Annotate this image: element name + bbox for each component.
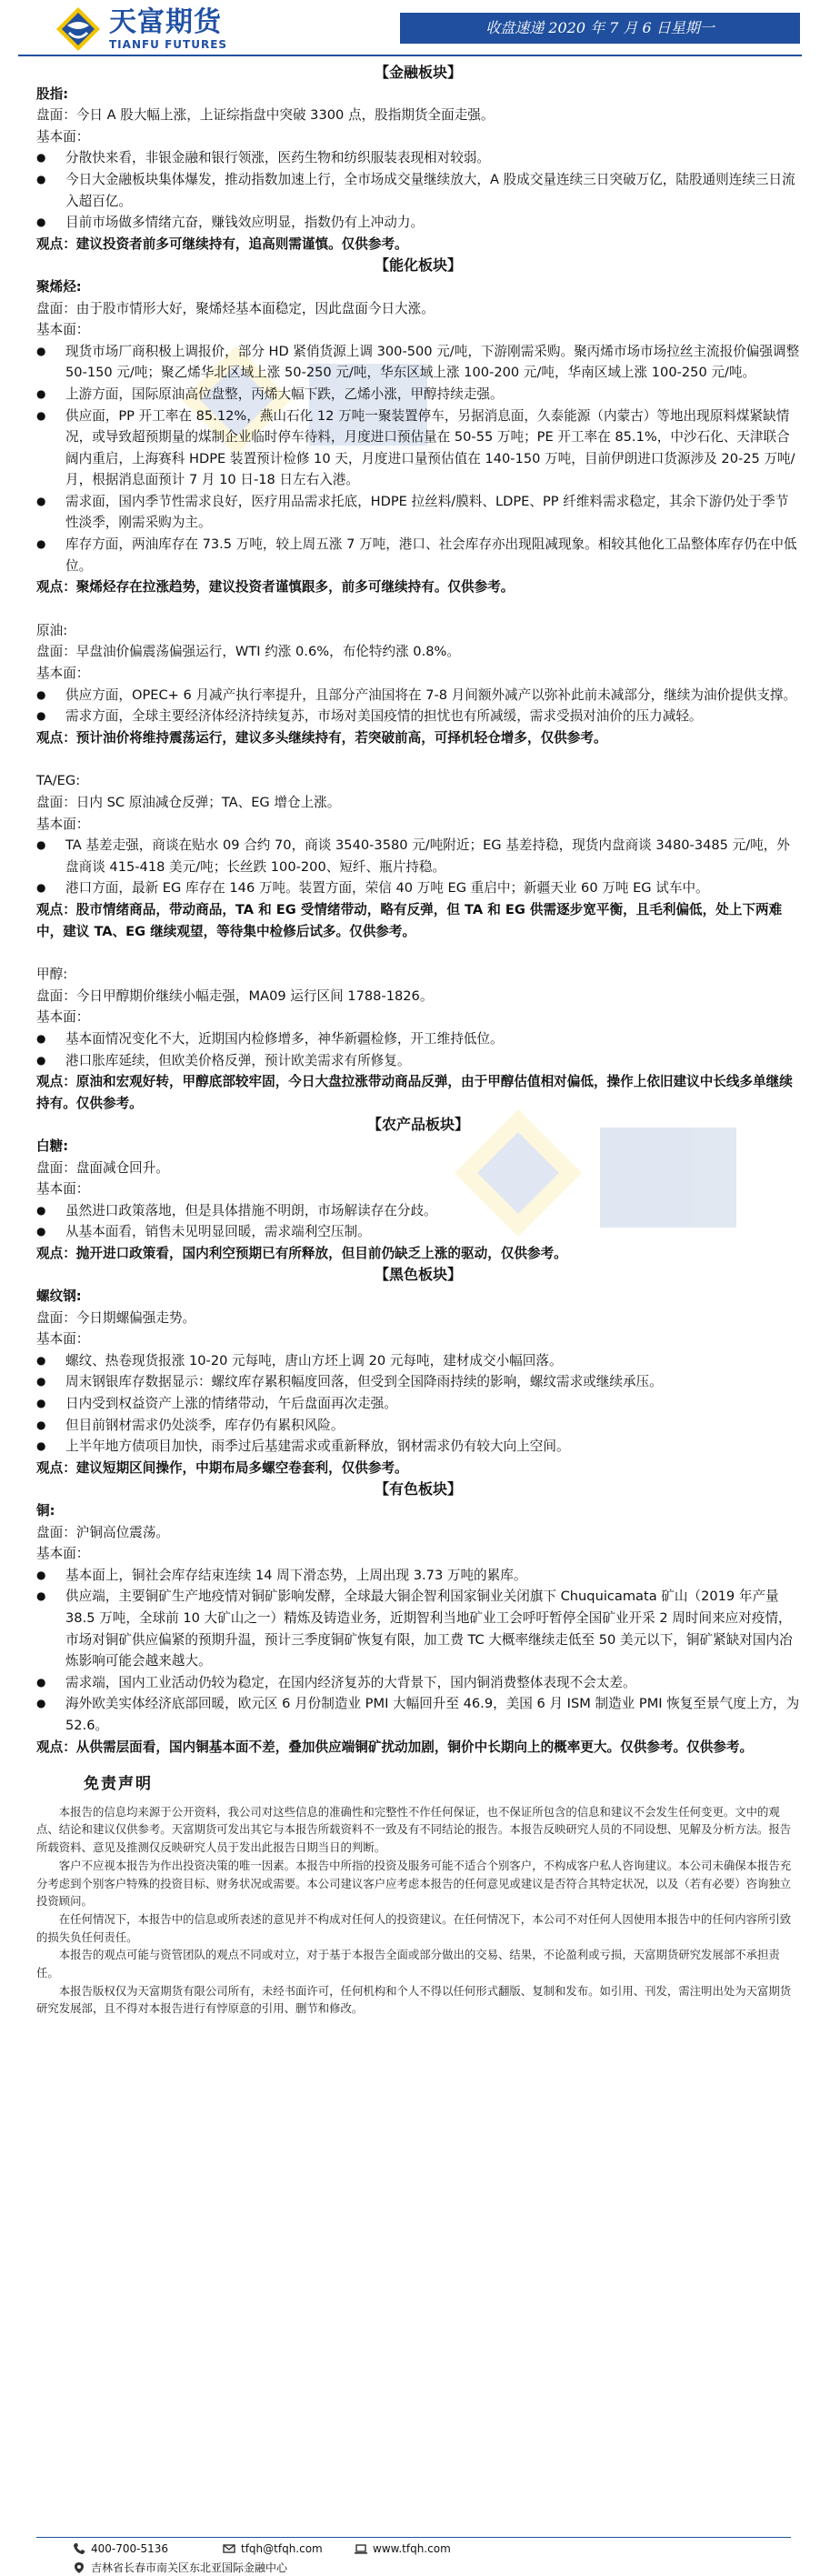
laptop-icon xyxy=(355,2542,367,2555)
market-summary: 盘面：今日期螺偏强走势。 xyxy=(36,1309,196,1326)
basics-label: 基本面： xyxy=(36,666,90,682)
block-title: 原油: xyxy=(36,622,68,638)
view-statement: 观点：抛开进口政策看，国内利空预期已有所释放，但目前仍缺乏上涨的驱动，仅供参考。 xyxy=(36,1245,567,1261)
basics-label: 基本面： xyxy=(36,1546,90,1562)
disclaimer-paragraph: 客户不应视本报告为作出投资决策的唯一因素。本报告中所指的投资及服务可能不适合个别客户，不构成客户私人咨询建议。本公司未确保本报告充分考虑到个别客户特殊的投资目标、财务状况或需要。本公司建议客户应考虑本报告的任何意见或建议是否符合其特定状况，以及（若有必要）咨询独立投资顾问。 xyxy=(36,1858,792,1909)
market-summary: 盘面：早盘油价偏震荡偏强运行，WTI 约涨 0.6%，布伦特约涨 0.8%。 xyxy=(36,644,460,660)
bullet-item: ● 港口胀库延续，但欧美价格反弹，预计欧美需求有所修复。 xyxy=(36,1050,800,1072)
page-header xyxy=(0,0,820,55)
header-divider xyxy=(18,55,802,56)
section-title-energy-chem: 【能化板块】 xyxy=(374,256,462,275)
view-statement: 观点：股市情绪商品，带动商品，TA 和 EG 受情绪带动，略有反弹，但 TA 和 EG 供需逐步宽平衡，且毛利偏低，处上下两难中，建议 TA、EG 继续观望，等待集中检修后试多。仅供参考。 xyxy=(36,901,783,939)
section-title-nonferrous: 【有色板块】 xyxy=(374,1480,462,1498)
bullet-item: ● 上半年地方债项目加快，雨季过后基建需求或重新释放，钢材需求仍有较大向上空间。 xyxy=(36,1436,800,1458)
bullet-item: ● 日内受到权益资产上涨的情绪带动，午后盘面再次走强。 xyxy=(36,1393,800,1415)
view-statement: 观点：建议投资者前多可继续持有，追高则需谨慎。仅供参考。 xyxy=(36,236,408,252)
block-title: 铜: xyxy=(36,1503,55,1519)
section-title-ferrous: 【黑色板块】 xyxy=(374,1266,462,1284)
basics-label: 基本面： xyxy=(36,128,90,145)
bullet-item: ● 库存方面，两油库存在 73.5 万吨，较上周五涨 7 万吨，港口、社会库存亦出现阻减现象。相较其他化工品整体库存仍在中低位。 xyxy=(36,534,800,576)
bullet-item: ● 现货市场厂商积极上调报价，部分 HD 紧俏货源上调 300-500 元/吨，下游刚需采购。聚丙烯市场市场拉丝主流报价偏强调整 50-150 元/吨；聚乙烯华北区域上涨 50-250 元/吨，华东区域上涨 100-200 元/吨，华南区域上涨 100-250 元/吨。 xyxy=(36,341,800,384)
block-title: 甲醇: xyxy=(36,967,68,983)
basics-label: 基本面： xyxy=(36,322,90,338)
basics-label: 基本面： xyxy=(36,816,90,832)
report-title: 收盘速递 2020 年 7 月 6 日星期一 xyxy=(400,13,800,44)
footer-divider xyxy=(36,2537,791,2538)
disclaimer-paragraph: 本报告版权仅为天富期货有限公司所有，未经书面许可，任何机构和个人不得以任何形式翻版、复制和发布。如引用、刊发，需注明出处为天富期货研究发展部，且不得对本报告进行有悖原意的引用、删节和修改。 xyxy=(36,1983,792,2016)
bullet-item: ● 需求面，国内季节性需求良好，医疗用品需求托底，HDPE 拉丝料/膜料、LDPE、PP 纤维料需求稳定，其余下游仍处于季节性淡季，刚需采购为主。 xyxy=(36,491,800,534)
email-address[interactable]: tfqh@tfqh.com xyxy=(241,2542,323,2555)
market-summary: 盘面：盘面减仓回升。 xyxy=(36,1159,169,1176)
market-summary: 盘面：沪铜高位震荡。 xyxy=(36,1524,169,1540)
basics-label: 基本面： xyxy=(36,1009,90,1026)
logo-english-name: TIANFU FUTURES xyxy=(109,38,228,51)
report-body xyxy=(36,62,800,2018)
bullet-item: ● 周末钢银库存数据显示：螺纹库存累积幅度回落，但受到全国降雨持续的影响，螺纹需求或继续承压。 xyxy=(36,1371,800,1393)
bullet-item: ● 螺纹、热卷现货报涨 10-20 元每吨，唐山方坯上调 20 元每吨，建材成交小幅回落。 xyxy=(36,1350,800,1372)
bullet-item: ● 港口方面，最新 EG 库存在 146 万吨。装置方面，荣信 40 万吨 EG 重启中；新疆天业 60 万吨 EG 试车中。 xyxy=(36,877,800,899)
email-icon xyxy=(223,2542,235,2555)
company-logo xyxy=(55,5,227,53)
bullet-item: ● TA 基差走强，商谈在贴水 09 合约 70，商谈 3540-3580 元/吨附近；EG 基差持稳，现货内盘商谈 3480-3485 元/吨，外盘商谈 415-418 美元/吨；长丝跌 100-200、短纤、瓶片持稳。 xyxy=(36,835,800,877)
footer-address xyxy=(73,2560,287,2575)
location-pin-icon xyxy=(73,2561,85,2574)
block-title: 聚烯烃: xyxy=(36,278,82,295)
market-summary: 盘面：今日甲醇期价继续小幅走强，MA09 运行区间 1788-1826。 xyxy=(36,987,434,1004)
market-summary: 盘面：日内 SC 原油减仓反弹；TA、EG 增仓上涨。 xyxy=(36,795,341,810)
phone-icon xyxy=(73,2542,85,2555)
block-title: 白糖: xyxy=(36,1138,69,1154)
page-footer xyxy=(0,2537,820,2576)
logo-chinese-name: 天富期货 xyxy=(109,6,222,38)
website-url[interactable]: www.tfqh.com xyxy=(373,2542,451,2555)
bullet-item: ● 基本面情况变化不大，近期国内检修增多，神华新疆检修，开工维持低位。 xyxy=(36,1028,800,1050)
disclaimer-paragraph: 在任何情况下，本报告中的信息或所表述的意见并不构成对任何人的投资建议。在任何情况下，本公司不对任何人因使用本报告中的任何内容所引致的损失负任何责任。 xyxy=(36,1911,792,1944)
disclaimer-paragraph: 本报告的观点可能与资管团队的观点不同或对立，对于基于本报告全面或部分做出的交易、结果，不论盈利或亏损，天富期货研究发展部不承担责任。 xyxy=(36,1948,780,1980)
disclaimer-paragraph: 本报告的信息均来源于公开资料，我公司对这些信息的准确性和完整性不作任何保证，也不保证所包含的信息和建议不会发生任何变更。文中的观点、结论和建议仅供参考。天富期货可发出其它与本报告所载资料不一致及有不同结论的报告。本报告反映研究人员的不同设想、见解及分析方法。报告所载资料、意见及推测仅反映研究人员于发出此报告日期当日的判断。 xyxy=(36,1804,792,1855)
bullet-item: ● 基本面上，铜社会库存结束连续 14 周下滑态势，上周出现 3.73 万吨的累库。 xyxy=(36,1565,800,1587)
section-title-agriculture: 【农产品板块】 xyxy=(366,1116,469,1134)
section-title-finance: 【金融板块】 xyxy=(374,64,462,81)
view-statement: 观点：从供需层面看，国内铜基本面不差，叠加供应端铜矿扰动加剧，铜价中长期向上的概率更大。仅供参考。仅供参考。 xyxy=(36,1739,754,1755)
address-text: 吉林省长春市南关区东北亚国际金融中心 xyxy=(91,2561,288,2574)
view-statement: 观点：预计油价将维持震荡运行，建议多头继续持有，若突破前高，可择机轻仓增多，仅供参考。 xyxy=(36,729,607,746)
bullet-item: ● 但目前钢材需求仍处淡季，库存仍有累积风险。 xyxy=(36,1415,800,1437)
bullet-item: ● 海外欧美实体经济底部回暖，欧元区 6 月份制造业 PMI 大幅回升至 46.9，美国 6 月 ISM 制造业 PMI 恢复至景气度上方，为 52.6。 xyxy=(36,1693,800,1736)
block-title: 螺纹钢: xyxy=(36,1288,82,1305)
market-summary: 盘面：由于股市情形大好，聚烯烃基本面稳定，因此盘面今日大涨。 xyxy=(36,300,435,316)
bullet-item: ● 供应方面，OPEC+ 6 月减产执行率提升，且部分产油国将在 7-8 月间额外减产以弥补此前未减部分，继续为油价提供支撑。 xyxy=(36,685,800,707)
bullet-item: ● 目前市场做多情绪亢奋，赚钱效应明显，指数仍有上冲动力。 xyxy=(36,212,800,234)
market-summary: 盘面：今日 A 股大幅上涨，上证综指盘中突破 3300 点，股指期货全面走强。 xyxy=(36,107,495,124)
phone-number: 400-700-5136 xyxy=(91,2542,169,2555)
bullet-item: ● 供应面，PP 开工率在 85.12%，燕山石化 12 万吨一聚装置停车，另据消息面，久泰能源（内蒙古）等地出现原料煤紧缺情况，或导致超预期量的煤制企业临时停车待料，月度进口预估量在 50-55 万吨；PE 开工率在 85.1%，中沙石化、天津联合阔内重启，上海赛科 HDPE 装置预计检修 10 天，月度进口量预估值在 140-150 万吨，目前伊朗进口货源涉及 20-25 万吨/月，根据消息面预计 7 月 10 日-18 日左右入港。 xyxy=(36,406,800,491)
footer-phone xyxy=(73,2542,168,2555)
bullet-item: ● 虽然进口政策落地，但是具体措施不明朗，市场解读存在分歧。 xyxy=(36,1200,800,1222)
bullet-item: ● 需求方面，全球主要经济体经济持续复苏，市场对美国疫情的担忧也有所减缓，需求受损对油价的压力减轻。 xyxy=(36,706,800,727)
view-statement: 观点：原油和宏观好转，甲醇底部较牢固，今日大盘拉涨带动商品反弹，由于甲醇估值相对偏低，操作上依旧建议中长线多单继续持有。仅供参考。 xyxy=(36,1074,793,1111)
view-statement: 观点：建议短期区间操作，中期布局多螺空卷套利，仅供参考。 xyxy=(36,1459,408,1476)
tianfu-logo-icon xyxy=(55,5,102,53)
view-statement: 观点：聚烯烃存在拉涨趋势，建议投资者谨慎跟多，前多可继续持有。仅供参考。 xyxy=(36,579,515,596)
bullet-item: ● 分散快来看，非银金融和银行领涨，医药生物和纺织服装表现相对较弱。 xyxy=(36,147,800,169)
block-title: TA/EG: xyxy=(36,773,81,789)
basics-label: 基本面： xyxy=(36,1331,90,1348)
bullet-item: ● 供应端，主要铜矿生产地疫情对铜矿影响发酵，全球最大铜企智利国家铜业关闭旗下 Chuquicamata 矿山（2019 年产量 38.5 万吨，全球前 10 大矿山之一）精炼及铸造业务，近期智利当地矿业工会呼吁暂停全国矿业开采 2 周时间来应对疫情，市场对铜矿供应偏紧的预期升温，预计三季度铜矿恢复有限，加工费 TC 大概率继续走低至 50 美元以下，铜矿紧缺对国内冶炼影响可能会越来越大。 xyxy=(36,1586,800,1671)
disclaimer-title: 免责声明 xyxy=(84,1775,153,1794)
bullet-item: ● 上游方面，国际原油高位盘整，丙烯大幅下跌，乙烯小涨，甲醇持续走强。 xyxy=(36,384,800,406)
footer-website[interactable] xyxy=(355,2542,451,2555)
bullet-item: ● 从基本面看，销售未见明显回暖，需求端利空压制。 xyxy=(36,1221,800,1243)
basics-label: 基本面： xyxy=(36,1181,90,1198)
bullet-item: ● 需求端，国内工业活动仍较为稳定，在国内经济复苏的大背景下，国内铜消费整体表现不会太差。 xyxy=(36,1672,800,1694)
bullet-item: ● 今日大金融板块集体爆发，推动指数加速上行，全市场成交量继续放大，A 股成交量连续三日突破万亿，陆股通则连续三日流入超百亿。 xyxy=(36,169,800,212)
footer-email[interactable] xyxy=(223,2542,323,2555)
block-title: 股指: xyxy=(36,85,69,102)
